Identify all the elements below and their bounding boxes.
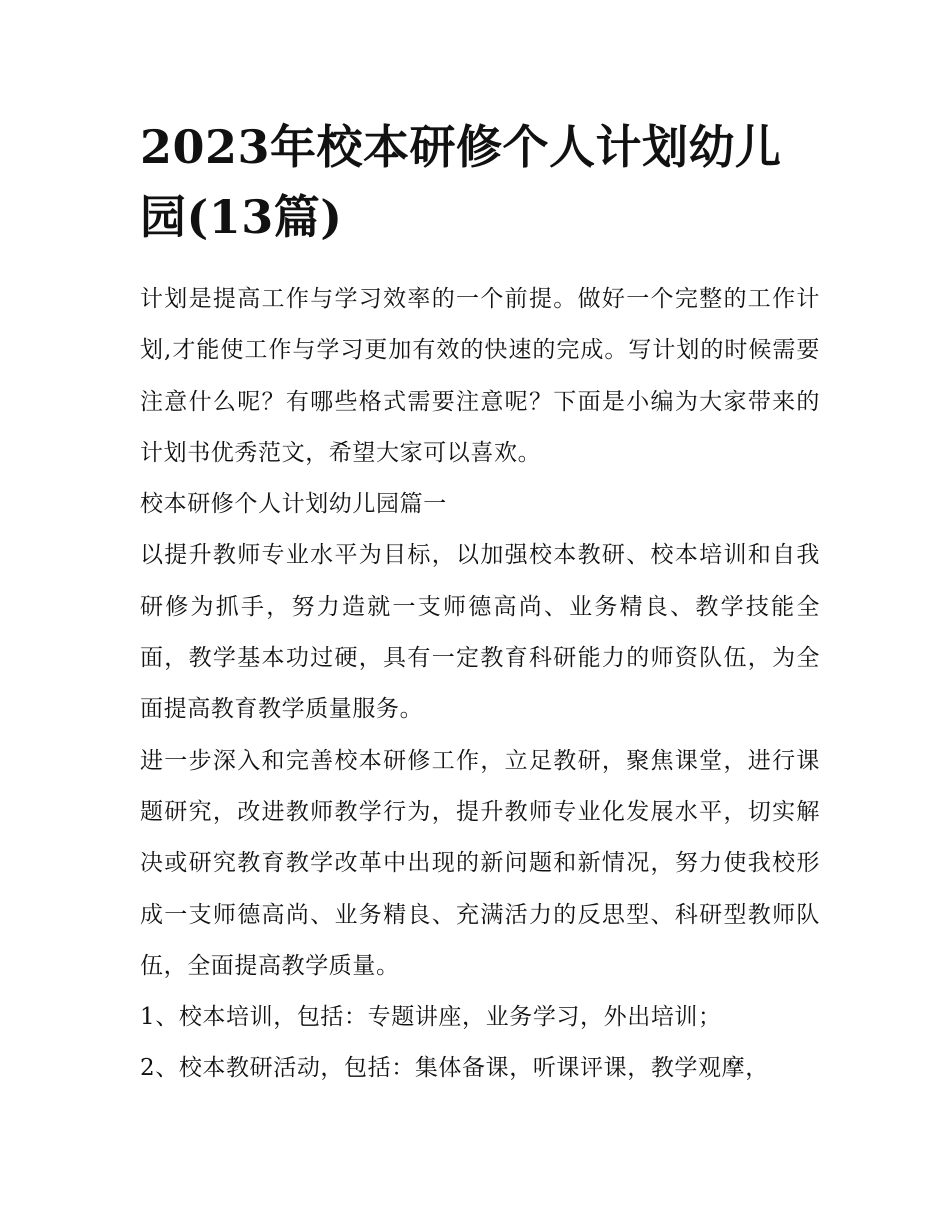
list-item: 1、校本培训，包括：专题讲座，业务学习，外出培训； — [140, 1004, 722, 1031]
document-page — [140, 112, 820, 1095]
document-body — [140, 274, 820, 1095]
list-item: 2、校本教研活动，包括：集体备课，听课评课，教学观摩， — [140, 1055, 769, 1082]
body-paragraph: 以提升教师专业水平为目标，以加强校本教研、校本培训和自我研修为抓手，努力造就一支师德高尚、业务精良、教学技能全面，教学基本功过硬，具有一定教育科研能力的师资队伍，为全面提高教育教学质量服务。 — [140, 542, 820, 723]
document-title: 2023年校本研修个人计划幼儿园(13篇) — [140, 120, 782, 244]
intro-paragraph: 计划是提高工作与学习效率的一个前提。做好一个完整的工作计划,才能使工作与学习更加有效的快速的完成。写计划的时候需要注意什么呢？有哪些格式需要注意呢？下面是小编为大家带来的计划书优秀范文，希望大家可以喜欢。 — [140, 286, 820, 466]
section-heading: 校本研修个人计划幼儿园篇一 — [140, 491, 447, 518]
body-paragraph: 进一步深入和完善校本研修工作，立足教研，聚焦课堂，进行课题研究，改进教师教学行为，提升教师专业化发展水平，切实解决或研究教育教学改革中出现的新问题和新情况，努力使我校形成一支师德高尚、业务精良、充满活力的反思型、科研型教师队伍，全面提高教学质量。 — [140, 747, 820, 979]
